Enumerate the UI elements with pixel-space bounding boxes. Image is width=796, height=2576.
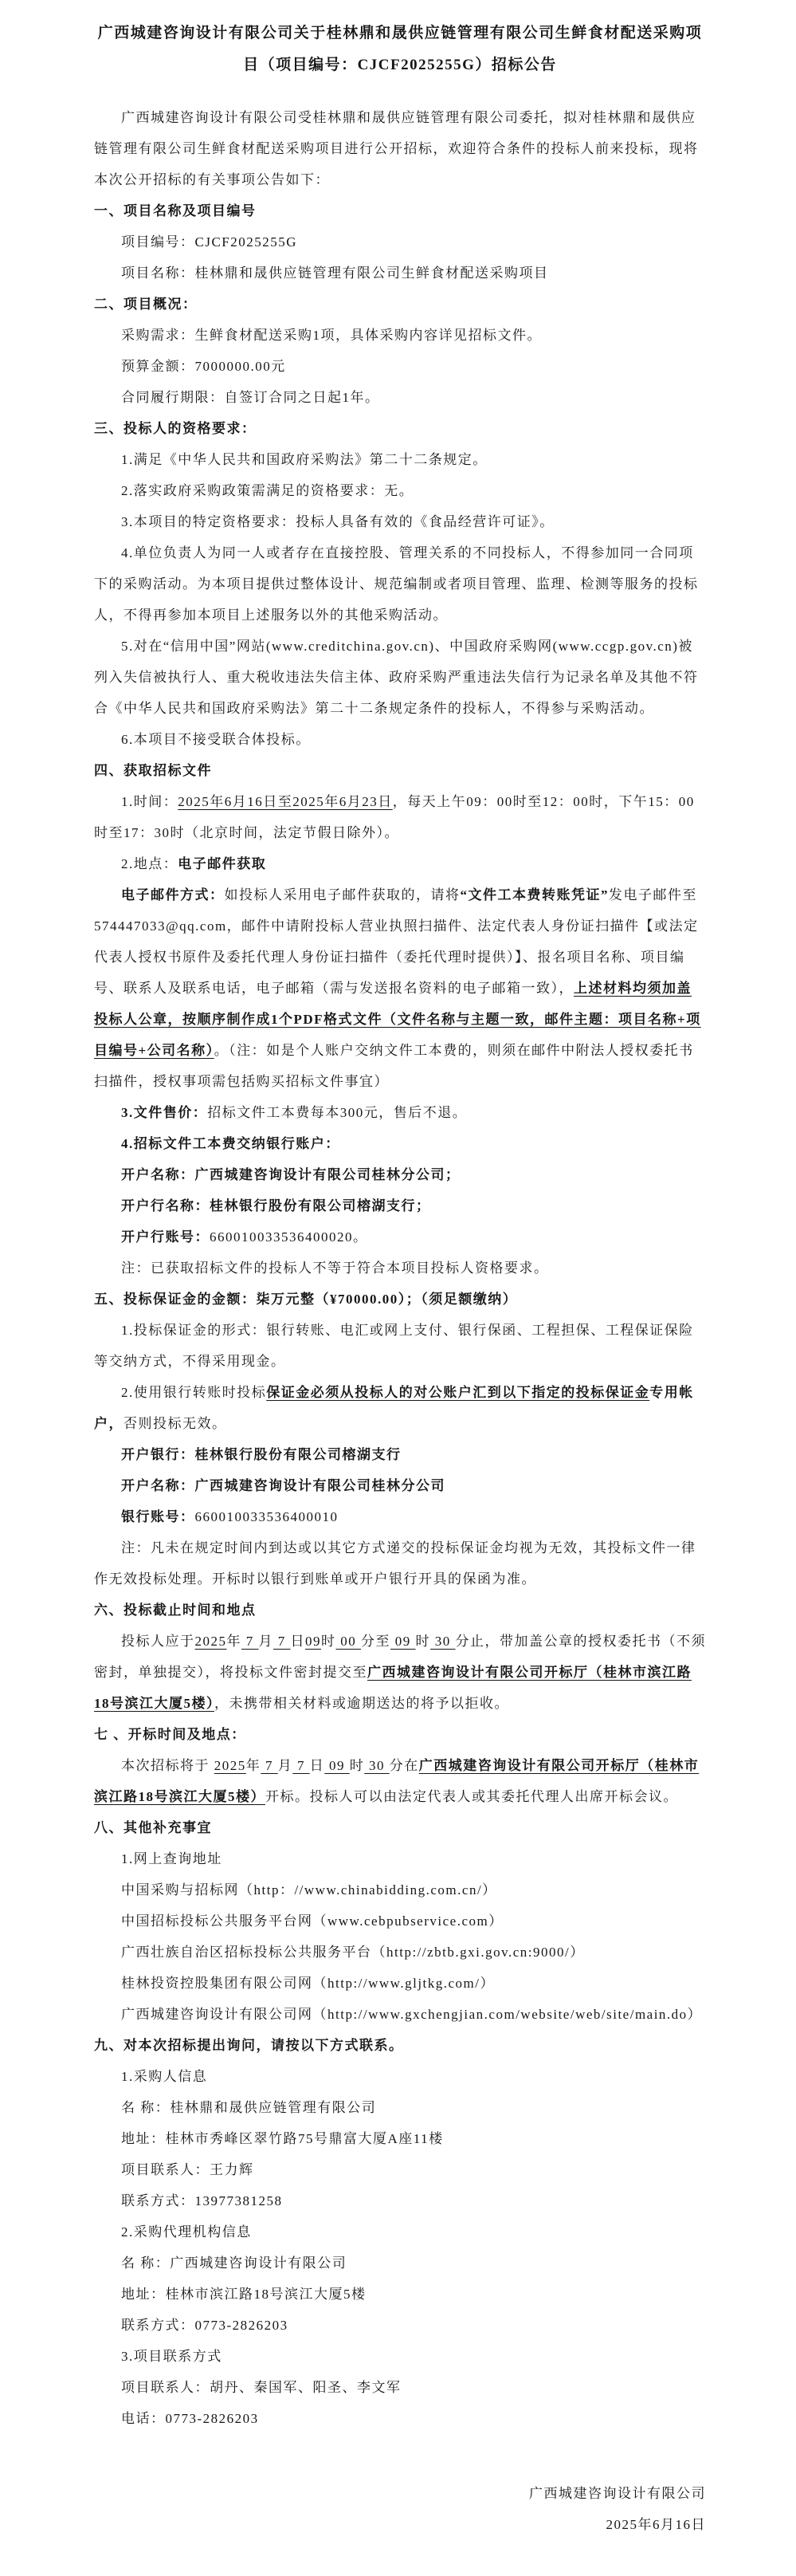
text-run: 年 [245, 1758, 261, 1773]
text-run: 年 [226, 1634, 241, 1649]
qualification-item-3: 3.本项目的特定资格要求：投标人具备有效的《食品经营许可证》。 [121, 514, 555, 529]
deposit-bank: 开户银行：桂林银行股份有限公司榕湖支行 [121, 1447, 402, 1462]
text-run: 电子邮件方式： [121, 887, 225, 903]
text-run: 7 [261, 1758, 278, 1773]
deposit-account-number [94, 1501, 706, 1532]
site-chinabidding: 中国采购与招标网（http：//www.chinabidding.com.cn/） [121, 1882, 497, 1898]
qualification-item-2: 2.落实政府采购政策需满足的资格要求：无。 [121, 483, 414, 498]
text-run: ，每天上午09：00时至12：00时，下午15：00时至17：30时（北京时间，法定节假日除外）。 [94, 794, 695, 840]
qualification-item-6: 6.本项目不接受联合体投标。 [121, 732, 311, 747]
text-run: 时 [415, 1634, 430, 1649]
section-5-note: 注：凡未在规定时间内到达或以其它方式递交的投标保证金均视为无效，其投标文件一律作无效投标处理。开标时以银行到账单或开户银行开具的保函为准。 [94, 1540, 696, 1587]
document-title: 广西城建咨询设计有限公司关于桂林鼎和晟供应链管理有限公司生鲜食材配送采购项目（项目编号：CJCF2025255G）招标公告 [97, 25, 703, 73]
text-run: 本次招标将于 [121, 1758, 214, 1773]
intro-paragraph: 广西城建咨询设计有限公司受桂林鼎和晟供应链管理有限公司委托，拟对桂林鼎和晟供应链管理有限公司生鲜食材配送采购项目进行公开招标，欢迎符合条件的投标人前来投标，现将本次公开招标的有关事项公告如下： [94, 110, 699, 187]
deposit-form: 1.投标保证金的形式：银行转账、电汇或网上支付、银行保函、工程担保、工程保证保险等交纳方式，不得采用现金。 [94, 1323, 694, 1369]
text-run: 月 [277, 1758, 293, 1773]
deposit-transfer-rule [94, 1377, 706, 1439]
text-run: 专用帐户， [94, 1385, 694, 1431]
text-run: 30 [430, 1634, 456, 1649]
qualification-item-5: 5.对在“信用中国”网站(www.creditchina.gov.cn)、中国政府采购网(www.ccgp.gov.cn)被列入失信被执行人、重大税收违法失信主体、政府采购严重违法失信行为记录名单及其他不符合《中华人民共和国政府采购法》第二十二条规定条件的投标人，不得参与采购活动。 [94, 639, 699, 716]
text-run: 如投标人采用电子邮件获取的，请将 [224, 887, 461, 903]
purchaser-info-title: 1.采购人信息 [121, 2069, 208, 2084]
text-run: “文件工本费转账凭证” [460, 887, 609, 903]
text-run: 1.时间： [121, 794, 178, 809]
fee-account-number [94, 1221, 706, 1253]
site-gxchengjian: 广西城建咨询设计有限公司网（http://www.gxchengjian.com/website/web/site/main.do） [121, 2007, 703, 2022]
budget-amount: 预算金额：7000000.00元 [121, 359, 286, 374]
text-run: 2025年6月16日至2025年6月23日 [178, 794, 393, 809]
qualification-item-1: 1.满足《中华人民共和国政府采购法》第二十二条规定。 [121, 452, 488, 467]
text-run: 日 [290, 1634, 305, 1649]
agency-name: 名 称：广西城建咨询设计有限公司 [121, 2255, 347, 2271]
bid-deadline-paragraph [94, 1626, 706, 1719]
bid-opening-paragraph [94, 1750, 706, 1812]
agency-info-title: 2.采购代理机构信息 [121, 2224, 252, 2240]
text-run: 2.使用银行转账时投标 [121, 1385, 267, 1400]
site-gljtkg: 桂林投资控股集团有限公司网（http://www.gljtkg.com/） [121, 1976, 496, 1991]
text-run: 分在 [389, 1758, 419, 1773]
document-footer [94, 2478, 706, 2540]
text-run: 时 [321, 1634, 336, 1649]
text-run: 投标人应于 [121, 1634, 195, 1649]
issue-date: 2025年6月16日 [606, 2517, 706, 2532]
deposit-account-name: 开户名称：广西城建咨询设计有限公司桂林分公司 [121, 1478, 445, 1493]
text-run: 09 [305, 1634, 321, 1649]
text-run: 时 [349, 1758, 365, 1773]
text-run: 月 [258, 1634, 273, 1649]
section-9-heading: 九、对本次招标提出询问，请按以下方式联系。 [94, 2038, 404, 2053]
text-run: 09 [324, 1758, 350, 1773]
text-run: 09 [390, 1634, 416, 1649]
fee-bank-account-title: 4.招标文件工本费交纳银行账户： [121, 1136, 340, 1151]
section-5-heading: 五、投标保证金的金额：柒万元整（¥70000.00）；（须足额缴纳） [94, 1292, 518, 1307]
text-run: 2.地点： [121, 856, 178, 871]
text-run: 开标。投标人可以由法定代表人或其委托代理人出席开标会议。 [265, 1789, 678, 1804]
purchaser-address: 地址：桂林市秀峰区翠竹路75号鼎富大厦A座11楼 [121, 2131, 444, 2146]
text-run: 电子邮件获取 [178, 856, 267, 871]
section-3-heading: 三、投标人的资格要求： [94, 421, 257, 436]
section-8-heading: 八、其他补充事宜 [94, 1820, 212, 1835]
text-run: 发电子邮件至574447033@qq.com，邮件中请附投标人营业执照扫描件、法定代表人身份证扫描件【或法定代表人授权书原件及委托代理人身份证扫描件（委托代理时提供）】、报名项目名称、项目编号、联系人及联系电话，电子邮箱（需与发送报名资料的电子邮箱一致）， [94, 887, 699, 996]
text-run: 广西城建咨询设计有限公司开标厅（桂林市滨江路18号滨江大厦5楼） [94, 1665, 692, 1711]
text-run: 。（注：如是个人账户交纳文件工本费的，则须在邮件中附法人授权委托书扫描件，授权事项需包括购买招标文件事宜） [94, 1043, 694, 1089]
project-number: 项目编号：CJCF2025255G [121, 234, 298, 250]
text-run: 30 [364, 1758, 390, 1773]
purchaser-name: 名 称：桂林鼎和晟供应链管理有限公司 [121, 2100, 377, 2115]
site-cebpubservice: 中国招标投标公共服务平台网（www.cebpubservice.com） [121, 1913, 504, 1929]
text-run: 开户行账号： [121, 1229, 210, 1245]
agency-contact-phone: 联系方式：0773-2826203 [121, 2318, 288, 2333]
text-run: 招标文件工本费每本300元，售后不退。 [207, 1105, 468, 1120]
text-run: 7 [241, 1634, 259, 1649]
document-obtain-time [94, 786, 706, 848]
project-contact-phone: 电话：0773-2826203 [121, 2411, 259, 2426]
text-run: 广西城建咨询设计有限公司开标厅（桂林市滨江路18号滨江大厦5楼） [94, 1758, 700, 1804]
section-6-heading: 六、投标截止时间和地点 [94, 1603, 257, 1618]
project-contact-title: 3.项目联系方式 [121, 2349, 222, 2364]
fee-account-name: 开户名称：广西城建咨询设计有限公司桂林分公司； [121, 1167, 461, 1182]
email-method-paragraph [94, 879, 706, 1097]
text-run: 2025 [194, 1634, 227, 1649]
text-run: 2025 [214, 1758, 246, 1773]
text-run: 否则投标无效。 [124, 1416, 227, 1431]
project-contact-persons: 项目联系人：胡丹、秦国军、阳圣、李文军 [121, 2380, 402, 2395]
text-run: 保证金必须从投标人的对公账户汇到以下指定的投标保证金 [266, 1385, 650, 1400]
text-run: ，未携带相关材料或逾期送达的将予以拒收。 [214, 1696, 509, 1711]
text-run: 660010033536400010 [194, 1509, 339, 1524]
text-run: 上述材料均须加盖投标人公章，按顺序制作成1个PDF格式文件（文件名称与主题一致，邮件主题：项目名称+项目编号+公司名称） [94, 981, 701, 1058]
purchaser-contact-phone: 联系方式：13977381258 [121, 2193, 283, 2208]
section-1-heading: 一、项目名称及项目编号 [94, 203, 257, 218]
qualification-item-4: 4.单位负责人为同一人或者存在直接控股、管理关系的不同投标人，不得参加同一合同项下的采购活动。为本项目提供过整体设计、规范编制或者项目管理、监理、检测等服务的投标人，不得再参加本项目上述服务以外的其他采购活动。 [94, 545, 699, 623]
section-7-heading: 七 、开标时间及地点： [94, 1727, 246, 1742]
document-price [94, 1097, 706, 1128]
contract-period: 合同履行期限：自签订合同之日起1年。 [121, 390, 380, 405]
section-4-heading: 四、获取招标文件 [94, 763, 212, 778]
text-run: 7 [273, 1634, 291, 1649]
text-run: 日 [309, 1758, 325, 1773]
issuer-name: 广西城建咨询设计有限公司 [529, 2486, 706, 2501]
text-run: 660010033536400020。 [210, 1229, 368, 1245]
text-run: 银行账号： [121, 1509, 195, 1524]
text-run: 3.文件售价： [121, 1105, 208, 1120]
text-run: 分至 [361, 1634, 390, 1649]
text-run: 00 [335, 1634, 361, 1649]
text-run: 7 [292, 1758, 310, 1773]
agency-address: 地址：桂林市滨江路18号滨江大厦5楼 [121, 2287, 367, 2302]
text-run: 分止，带加盖公章的授权委托书（不须密封，单独提交），将投标文件密封提交至 [94, 1634, 706, 1680]
purchaser-contact-person: 项目联系人：王力辉 [121, 2162, 254, 2177]
document-obtain-place [94, 848, 706, 879]
fee-bank-name: 开户行名称：桂林银行股份有限公司榕湖支行； [121, 1198, 431, 1213]
section-4-note: 注：已获取招标文件的投标人不等于符合本项目投标人资格要求。 [121, 1260, 549, 1276]
section-2-heading: 二、项目概况： [94, 297, 198, 312]
project-name: 项目名称：桂林鼎和晟供应链管理有限公司生鲜食材配送采购项目 [121, 265, 549, 281]
site-gxi-zbtb: 广西壮族自治区招标投标公共服务平台（http://zbtb.gxi.gov.cn:9000/） [121, 1945, 585, 1960]
procurement-demand: 采购需求：生鲜食材配送采购1项，具体采购内容详见招标文件。 [121, 328, 542, 343]
online-query-title: 1.网上查询地址 [121, 1851, 222, 1866]
